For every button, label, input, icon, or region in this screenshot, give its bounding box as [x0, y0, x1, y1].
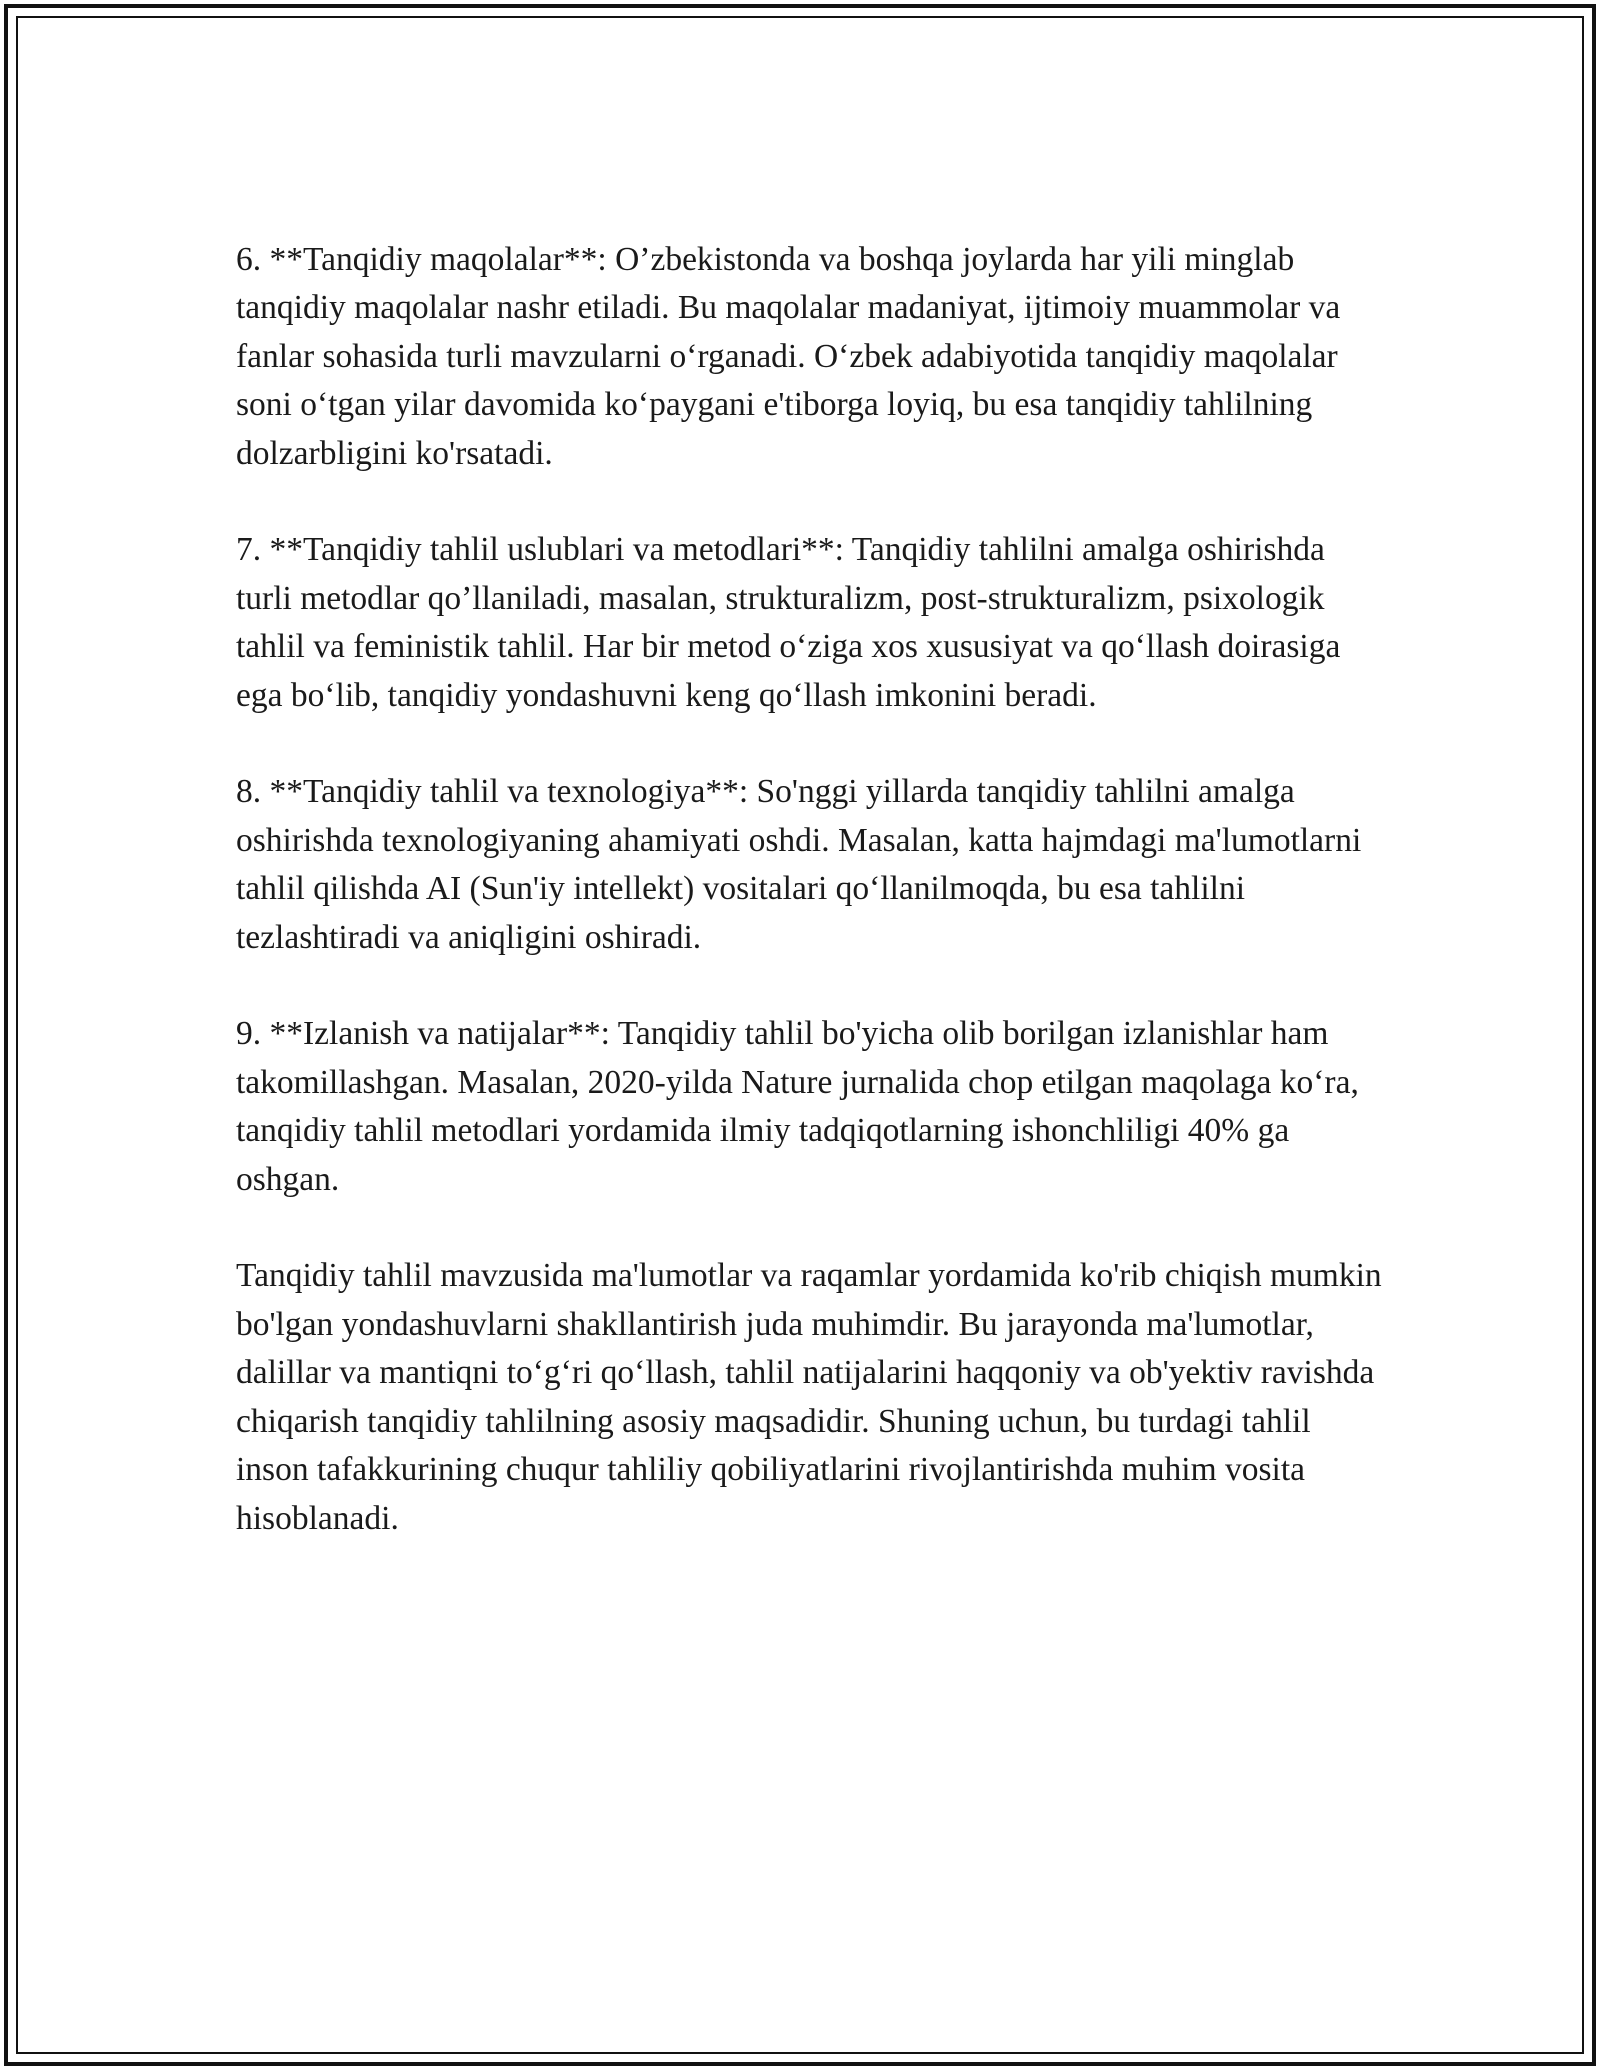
- paragraph-conclusion: Tanqidiy tahlil mavzusida ma'lumotlar va raqamlar yordamida ko'rib chiqish mumkin bo'lgan yondashuvlarni shakllantirish juda muhimdir. Bu jarayonda ma'lumotlar, dalillar va mantiqni to‘g‘ri qo‘llash, tahlil natijalarini haqqoniy va ob'yektiv ravishda chiqarish tanqidiy tahlilning asosiy maqsadidir. Shuning uchun, bu turdagi tahlil inson tafakkurining chuqur tahliliy qobiliyatlarini rivojlantirishda muhim vosita hisoblanadi.: [236, 1257, 1382, 1537]
- paragraph-research-results: 9. **Izlanish va natijalar**: Tanqidiy tahlil bo'yicha olib borilgan izlanishlar ham takomillashgan. Masalan, 2020-yilda Nature jurnalida chop etilgan maqolaga ko‘ra, tanqidiy tahlil metodlari yordamida ilmiy tadqiqotlarning ishonchliligi 40% ga oshgan.: [236, 1015, 1359, 1198]
- paragraph-critical-articles: 6. **Tanqidiy maqolalar**: O’zbekistonda va boshqa joylarda har yili minglab tanqidiy maqolalar nashr etiladi. Bu maqolalar madaniyat, ijtimoiy muammolar va fanlar sohasida turli mavzularni o‘rganadi. O‘zbek adabiyotida tanqidiy maqolalar soni o‘tgan yilar davomida ko‘paygani e'tiborga loyiq, bu esa tanqidiy tahlilning dolzarbligini ko'rsatadi.: [236, 241, 1341, 472]
- paragraph-analysis-methods: 7. **Tanqidiy tahlil uslublari va metodlari**: Tanqidiy tahlilni amalga oshirishda turli metodlar qo’llaniladi, masalan, strukturalizm, post-strukturalizm, psixologik tahlil va feministik tahlil. Har bir metod o‘ziga xos xususiyat va qo‘llash doirasiga ega bo‘lib, tanqidiy yondashuvni keng qo‘llash imkonini beradi.: [236, 531, 1341, 714]
- paragraph-analysis-technology: 8. **Tanqidiy tahlil va texnologiya**: So'nggi yillarda tanqidiy tahlilni amalga oshirishda texnologiyaning ahamiyati oshdi. Masalan, katta hajmdagi ma'lumotlarni tahlil qilishda AI (Sun'iy intellekt) vositalari qo‘llanilmoqda, bu esa tahlilni tezlashtiradi va aniqligini oshiradi.: [236, 773, 1362, 956]
- document-body: [236, 236, 1386, 1543]
